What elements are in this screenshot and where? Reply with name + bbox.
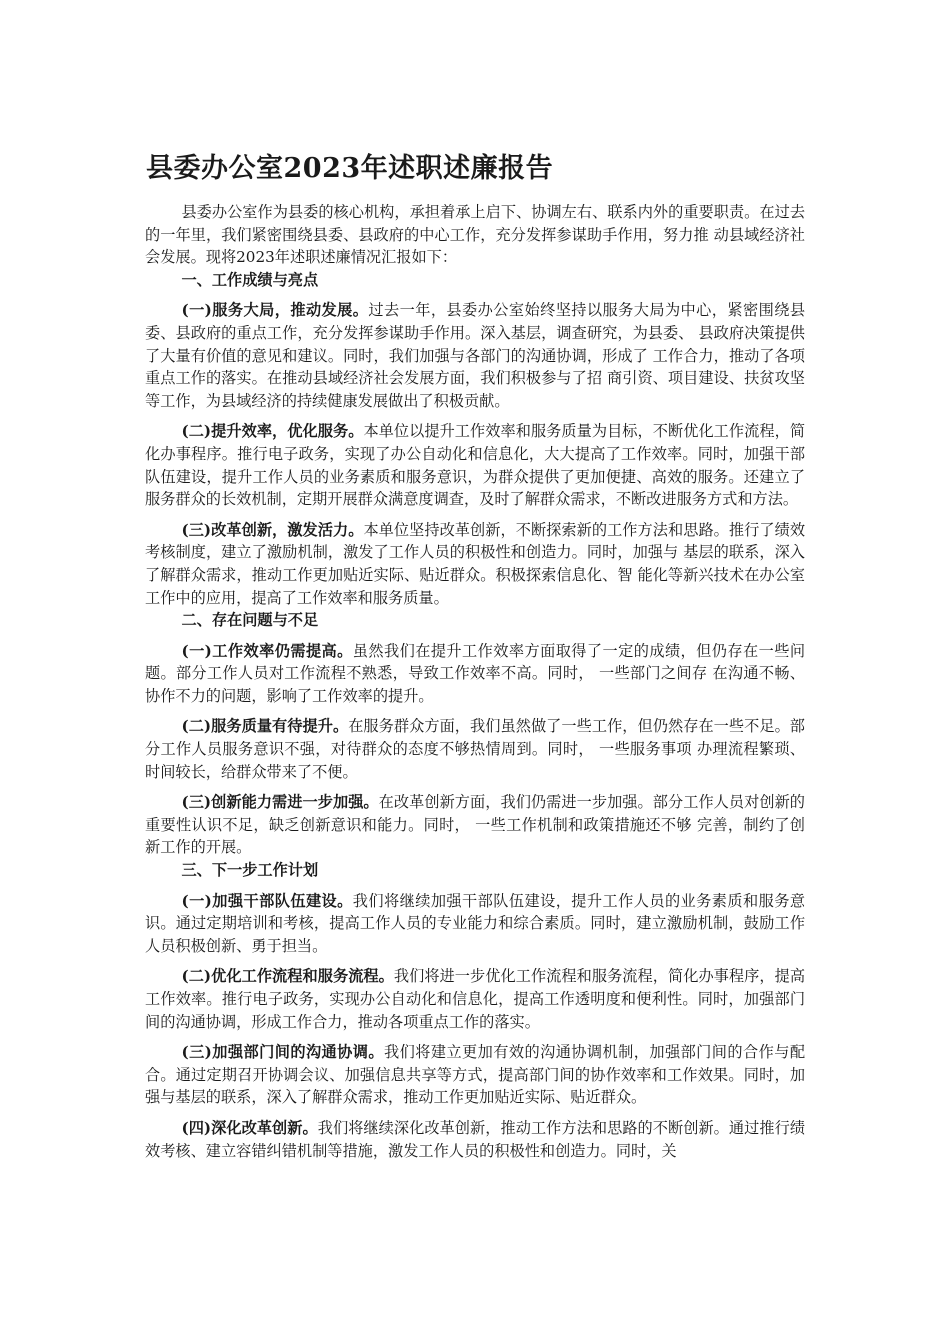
- item-lead: (二)提升效率，优化服务。: [181, 422, 364, 441]
- item-lead: (一)加强干部队伍建设。: [181, 891, 353, 910]
- section-1-item-3: [145, 519, 805, 609]
- section-2-item-1: [145, 640, 805, 708]
- item-lead: (一)工作效率仍需提高。: [181, 641, 353, 660]
- section-3-item-1: [145, 890, 805, 958]
- item-text: 我们将继续深化改革创新，推动工作方法和思路的不断创新。通过推行绩效考核、建立容错纠错机制等措施，激发工作人员的积极性和创造力。同时，关: [145, 1118, 806, 1160]
- section-heading-2: 二、存在问题与不足: [181, 611, 319, 630]
- item-lead: (三)加强部门间的沟通协调。: [181, 1043, 384, 1062]
- item-text: 本单位坚持改革创新，不断探索新的工作方法和思路。推行了绩效考核制度，建立了激励机制，激发了工作人员的积极性和创造力。同时，加强与 基层的联系，深入了解群众需求，推动工作更加贴近实际、贴近群众。积极探索信息化、智 能化等新兴技术在办公室工作中的应用，提高了工作效率和服务质量。: [145, 520, 806, 607]
- item-text: 虽然我们在提升工作效率方面取得了一定的成绩，但仍存在一些问题。部分工作人员对工作流程不熟悉，导致工作效率不高。同时， 一些部门之间存 在沟通不畅、协作不力的问题，影响了工作效率的提升。: [145, 641, 806, 705]
- item-lead: (三)创新能力需进一步加强。: [181, 793, 379, 812]
- item-text: 本单位以提升工作效率和服务质量为目标，不断优化工作流程，简化办事程序。推行电子政务，实现了办公自动化和信息化，大大提高了工作效率。同时，加强干部队伍建设，提升工作人员的业务素质和服务意识，为群众提供了更加便捷、高效的服务。还建立了服务群众的长效机制，定期开展群众满意度调查，及时了解群众需求，不断改进服务方式和方法。: [145, 422, 806, 509]
- item-text: 在改革创新方面，我们仍需进一步加强。部分工作人员对创新的重要性认识不足，缺乏创新意识和能力。同时， 一些工作机制和政策措施还不够 完善，制约了创新工作的开展。: [145, 793, 805, 857]
- intro-paragraph: 县委办公室作为县委的核心机构，承担着承上启下、协调左右、联系内外的重要职责。在过去的一年里，我们紧密围绕县委、县政府的中心工作，充分发挥参谋助手作用，努力推 动县域经济社会发展。现将2023年述职述廉情况汇报如下：: [145, 203, 805, 267]
- section-heading-3: 三、下一步工作计划: [181, 861, 319, 880]
- section-3-item-3: [145, 1041, 805, 1109]
- report-body: [145, 201, 805, 1162]
- section-2-item-2: [145, 715, 805, 783]
- item-lead: (二)服务质量有待提升。: [181, 717, 349, 736]
- item-lead: (四)深化改革创新。: [181, 1118, 318, 1137]
- item-lead: (一)服务大局，推动发展。: [181, 301, 369, 320]
- item-text: 在服务群众方面，我们虽然做了一些工作，但仍然存在一些不足。部分工作人员服务意识不强，对待群众的态度不够热情周到。同时， 一些服务事项 办理流程繁琐、时间较长，给群众带来了不便。: [145, 717, 805, 781]
- item-text: 我们将进一步优化工作流程和服务流程，简化办事程序，提高工作效率。推行电子政务，实现办公自动化和信息化，提高工作透明度和便利性。同时，加强部门间的沟通协调，形成工作合力，推动各项重点工作的落实。: [145, 967, 806, 1031]
- item-text: 我们将建立更加有效的沟通协调机制，加强部门间的合作与配合。通过定期召开协调会议、加强信息共享等方式，提高部门间的协作效率和工作效果。同时，加强与基层的联系，深入了解群众需求，推动工作更加贴近实际、贴近群众。: [145, 1043, 806, 1107]
- section-1-item-2: [145, 420, 805, 510]
- section-heading-1: 一、工作成绩与亮点: [181, 270, 319, 289]
- page-title: 县委办公室2023年述职述廉报告: [146, 153, 554, 184]
- item-lead: (三)改革创新，激发活力。: [181, 520, 364, 539]
- item-lead: (二)优化工作流程和服务流程。: [181, 967, 394, 986]
- section-3-item-4: [145, 1117, 805, 1162]
- item-text: 我们将继续加强干部队伍建设，提升工作人员的业务素质和服务意识。通过定期培训和考核，提高工作人员的专业能力和综合素质。同时，建立激励机制，鼓励工作人员积极创新、勇于担当。: [145, 891, 806, 955]
- section-3-item-2: [145, 965, 805, 1033]
- section-2-item-3: [145, 791, 805, 859]
- item-text: 过去一年，县委办公室始终坚持以服务大局为中心，紧密围绕县委、县政府的重点工作，充分发挥参谋助手作用。深入基层，调查研究，为县委、 县政府决策提供了大量有价值的意见和建议。同时，我们加强与各部门的沟通协调，形成了 工作合力，推动了各项重点工作的落实。在推动县域经济社会发展方面，我们积极参与了招 商引资、项目建设、扶贫攻坚等工作，为县域经济的持续健康发展做出了积极贡献。: [145, 301, 806, 410]
- section-1-item-1: [145, 299, 805, 412]
